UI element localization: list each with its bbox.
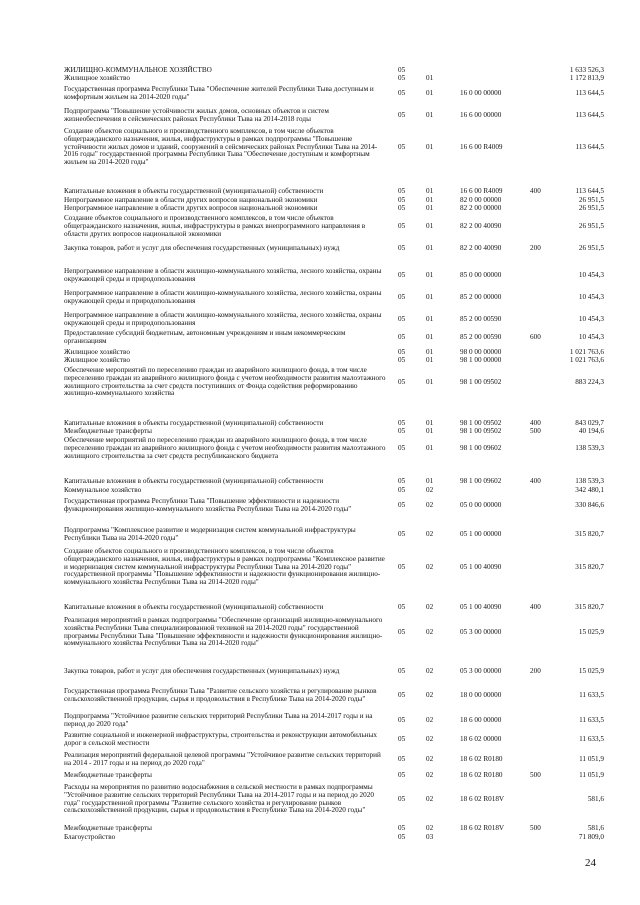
row-target-article: 98 1 00 09502: [460, 419, 502, 427]
row-name: Непрограммное направление в области других вопросов национальной экономики: [64, 204, 318, 212]
row-section-code: 05: [398, 486, 406, 494]
row-subsection-code: 02: [426, 734, 434, 743]
row-amount: 26 951,5: [578, 204, 604, 212]
row-target-article: 05 1 00 40090: [460, 603, 502, 611]
row-target-article: 82 2 00 00000: [460, 204, 502, 212]
table-row: [64, 108, 604, 124]
row-section-code: 05: [398, 443, 406, 452]
row-subsection-code: 01: [426, 348, 434, 356]
row-section-code: 05: [398, 314, 406, 323]
row-subsection-code: 02: [426, 824, 434, 832]
row-target-article: 05 3 00 00000: [460, 627, 502, 636]
table-row: [64, 290, 604, 306]
row-subsection-code: 01: [426, 332, 434, 341]
row-amount: 1 021 763,6: [569, 356, 604, 364]
row-subsection-code: 02: [426, 754, 434, 763]
row-target-article: 05 1 00 00000: [460, 529, 502, 538]
row-name: Благоустройство: [64, 833, 116, 841]
page-number: 24: [585, 857, 596, 869]
row-target-article: 18 6 02 00000: [460, 734, 502, 743]
row-subsection-code: 01: [426, 270, 434, 279]
row-target-article: 05 3 00 00000: [460, 667, 502, 675]
row-amount: 11 633,5: [579, 734, 604, 743]
row-section-code: 05: [398, 500, 406, 509]
row-subsection-code: 02: [426, 794, 434, 803]
row-target-article: 18 6 00 00000: [460, 715, 502, 724]
row-section-code: 05: [398, 187, 406, 195]
row-target-article: 16 0 00 00000: [460, 88, 502, 97]
row-subsection-code: 02: [426, 529, 434, 538]
row-expense-type: 500: [530, 824, 541, 832]
row-subsection-code: 02: [426, 500, 434, 509]
row-target-article: 85 2 00 00590: [460, 332, 502, 341]
table-row: [64, 752, 604, 768]
row-name: Межбюджетные трансферты: [64, 771, 152, 779]
row-name: Реализация мероприятий в рамках подпрограммы "Обеспечение организаций жилищно-коммунального хозяйства Республики Тыва специализированной техникой на 2014-2020 годы" государственной программы Республики Тыва "Повышение эффективности и надежности функционирования жилищно-коммунального хозяйства Республики Тыва на 2014-2020 годы": [64, 616, 383, 648]
row-name: Государственная программа Республики Тыва "Повышение эффективности и надежности функционирования жилищно-коммунального хозяйства Республики Тыва на 2014-2020 годы": [64, 497, 352, 513]
row-amount: 11 633,5: [579, 715, 604, 724]
row-name: Обеспечение мероприятий по переселению граждан из аварийного жилищного фонда, в том числе переселению граждан из аварийного жилищного фонда с учетом необходимости развития малоэтажного жилищного строительства за счет средств поступивших от Фонда содействия реформированию жилищно-коммунального хозяйства: [64, 366, 386, 398]
row-name: Закупка товаров, работ и услуг для обеспечения государственных (муниципальных) нужд: [64, 244, 340, 252]
row-target-article: 85 0 00 00000: [460, 270, 502, 279]
table-row: [64, 825, 604, 833]
table-row: [64, 604, 604, 612]
row-subsection-code: 01: [426, 110, 434, 119]
row-target-article: 98 1 00 09602: [460, 443, 502, 452]
row-section-code: 05: [398, 419, 406, 427]
row-subsection-code: 02: [426, 627, 434, 636]
table-row: [64, 75, 604, 83]
row-section-code: 05: [398, 477, 406, 485]
row-section-code: 05: [398, 715, 406, 724]
row-target-article: 18 6 02 R0180: [460, 771, 503, 779]
row-amount: 138 539,3: [575, 477, 604, 485]
row-name: Предоставление субсидий бюджетным, автономным учреждениям и иным некоммерческим организациям: [64, 329, 346, 345]
row-expense-type: 200: [530, 244, 541, 252]
row-amount: 71 809,0: [578, 833, 604, 841]
row-target-article: 18 6 02 R018V: [460, 794, 505, 803]
row-name: Подпрограмма "Комплексное развитие и модернизация систем коммунальной инфраструктуры Республики Тыва на 2014-2020 годы": [64, 526, 356, 542]
row-amount: 1 633 526,3: [569, 66, 604, 74]
row-section-code: 05: [398, 88, 406, 97]
row-target-article: 82 2 00 40090: [460, 244, 502, 252]
row-target-article: 16 6 00 00000: [460, 110, 502, 119]
table-row: [64, 367, 604, 398]
row-name: Расходы на мероприятия по развитию водоснабжения в сельской местности в рамках подпрограммы "Устойчивое развитие сельских территорий Республики Тыва на 2014-2017 годы и на период до 2020 года" государственной программы "Развитие сельского хозяйства и регулирование рынков сельскохозяйственной продукции, сырья и продовольствия в Республике Тыва на 2014-2020 годы": [64, 783, 374, 815]
row-section-code: 05: [398, 603, 406, 611]
row-amount: 581,6: [587, 794, 604, 803]
row-section-code: 05: [398, 196, 406, 204]
row-amount: 315 820,7: [575, 603, 604, 611]
row-expense-type: 200: [530, 667, 541, 675]
row-amount: 342 480,1: [575, 486, 604, 494]
table-row: [64, 357, 604, 365]
row-name: Закупка товаров, работ и услуг для обеспечения государственных (муниципальных) нужд: [64, 667, 340, 675]
row-target-article: 98 0 00 00000: [460, 348, 502, 356]
row-subsection-code: 01: [426, 356, 434, 364]
table-row: [64, 437, 604, 460]
row-name: Капитальные вложения в объекты государственной (муниципальной) собственности: [64, 187, 324, 195]
row-subsection-code: 02: [426, 715, 434, 724]
row-amount: 1 021 763,6: [569, 348, 604, 356]
row-subsection-code: 01: [426, 377, 434, 386]
row-name: Реализация мероприятий федеральной целевой программы "Устойчивое развитие сельских территорий на 2014 - 2017 годы и на период до 2020 года": [64, 751, 381, 767]
row-name: Обеспечение мероприятий по переселению граждан из аварийного жилищного фонда, в том числе переселению граждан из аварийного жилищного фонда с учетом необходимости развития малоэтажного жилищного строительства за счет средств республиканского бюджета: [64, 436, 386, 460]
row-name: Создание объектов социального и производственного комплексов, в том числе объектов общегражданского назначения, жилья, инфраструктуры в рамках подпрограммы "Комплексное развитие и модернизация систем коммунальной инфраструктуры Республики Тыва на 2014-2020 годы" государственной программы "Повышение эффективности и надежности функционирования жилищно-коммунального хозяйства Республики Тыва на 2014-2020 годы": [64, 547, 385, 587]
row-subsection-code: 01: [426, 244, 434, 252]
row-name: Непрограммное направление в области других вопросов национальной экономики: [64, 196, 318, 204]
row-section-code: 05: [398, 377, 406, 386]
table-row: [64, 732, 604, 748]
row-name: Подпрограмма "Устойчивое развитие сельских территорий Республики Тыва на 2014-2017 годы и на период до 2020 года": [64, 712, 373, 728]
row-amount: 10 454,3: [578, 292, 604, 301]
row-section-code: 05: [398, 292, 406, 301]
table-row: [64, 668, 604, 676]
table-row: [64, 215, 604, 238]
row-subsection-code: 02: [426, 562, 434, 571]
row-section-code: 05: [398, 771, 406, 779]
row-target-article: 18 6 02 R018V: [460, 824, 505, 832]
row-target-article: 98 1 00 00000: [460, 356, 502, 364]
row-amount: 843 029,7: [575, 419, 604, 427]
row-section-code: 05: [398, 142, 406, 151]
row-section-code: 05: [398, 66, 406, 74]
table-row: [64, 617, 604, 648]
table-row: [64, 349, 604, 357]
row-name: Жилищное хозяйство: [64, 348, 130, 356]
row-subsection-code: 01: [426, 88, 434, 97]
row-subsection-code: 01: [426, 427, 434, 435]
table-row: [64, 487, 604, 495]
row-amount: 113 644,5: [575, 88, 604, 97]
row-name: Межбюджетные трансферты: [64, 427, 152, 435]
row-amount: 113 644,5: [575, 187, 604, 195]
row-expense-type: 600: [530, 332, 541, 341]
row-name: Капитальные вложения в объекты государственной (муниципальной) собственности: [64, 419, 324, 427]
row-target-article: 18 0 00 00000: [460, 690, 502, 699]
row-subsection-code: 01: [426, 419, 434, 427]
row-amount: 113 644,5: [575, 142, 604, 151]
table-row: [64, 498, 604, 514]
row-section-code: 05: [398, 529, 406, 538]
row-target-article: 16 6 00 R4009: [460, 142, 503, 151]
table-row: [64, 128, 604, 167]
row-subsection-code: 01: [426, 314, 434, 323]
row-section-code: 05: [398, 734, 406, 743]
row-name: ЖИЛИЩНО-КОММУНАЛЬНОЕ ХОЗЯЙСТВО: [64, 66, 212, 74]
row-name: Капитальные вложения в объекты государственной (муниципальной) собственности: [64, 477, 324, 485]
row-amount: 26 951,5: [578, 244, 604, 252]
row-name: Государственная программа Республики Тыва "Обеспечение жителей Республики Тыва доступным и комфортным жильем на 2014-2020 годы": [64, 85, 374, 101]
row-amount: 10 454,3: [578, 314, 604, 323]
row-target-article: 05 1 00 40090: [460, 562, 502, 571]
table-row: [64, 86, 604, 102]
table-row: [64, 245, 604, 253]
row-section-code: 05: [398, 794, 406, 803]
row-section-code: 05: [398, 824, 406, 832]
row-subsection-code: 02: [426, 690, 434, 699]
table-row: [64, 312, 604, 328]
row-section-code: 05: [398, 244, 406, 252]
table-row: [64, 188, 604, 196]
row-section-code: 05: [398, 74, 406, 82]
row-expense-type: 400: [530, 603, 541, 611]
row-target-article: 05 0 00 00000: [460, 500, 502, 509]
row-amount: 15 025,9: [578, 667, 604, 675]
row-subsection-code: 01: [426, 221, 434, 230]
table-row: [64, 834, 604, 842]
row-amount: 581,6: [587, 824, 604, 832]
table-row: [64, 772, 604, 780]
row-subsection-code: 01: [426, 292, 434, 301]
row-name: Жилищное хозяйство: [64, 74, 130, 82]
row-amount: 15 025,9: [578, 627, 604, 636]
row-name: Межбюджетные трансферты: [64, 824, 152, 832]
row-name: Непрограммное направление в области жилищно-коммунального хозяйства, лесного хозяйства, охраны окружающей среды и природопользования: [64, 289, 382, 305]
table-row: [64, 713, 604, 729]
row-name: Создание объектов социального и производственного комплексов, в том числе объектов общегражданского назначения, жилья, инфраструктуры в рамках внепрограммного направления в области других вопросов национальной экономики: [64, 214, 366, 238]
row-amount: 26 951,5: [578, 196, 604, 204]
row-expense-type: 400: [530, 187, 541, 195]
row-expense-type: 400: [530, 477, 541, 485]
row-section-code: 05: [398, 356, 406, 364]
row-target-article: 82 0 00 00000: [460, 196, 502, 204]
table-row: [64, 268, 604, 284]
row-subsection-code: 01: [426, 187, 434, 195]
row-section-code: 05: [398, 270, 406, 279]
row-amount: 11 051,9: [579, 771, 604, 779]
row-amount: 315 820,7: [575, 529, 604, 538]
row-name: Развитие социальной и инженерной инфраструктуры, строительства и реконструкции автомобильных дорог в сельской местности: [64, 731, 378, 747]
row-subsection-code: 02: [426, 486, 434, 494]
table-row: [64, 330, 604, 346]
row-amount: 330 846,6: [575, 500, 604, 509]
row-name: Жилищное хозяйство: [64, 356, 130, 364]
table-row: [64, 784, 604, 815]
row-subsection-code: 02: [426, 771, 434, 779]
row-name: Непрограммное направление в области жилищно-коммунального хозяйства, лесного хозяйства, охраны окружающей среды и природопользования: [64, 311, 382, 327]
row-subsection-code: 01: [426, 142, 434, 151]
row-amount: 10 454,3: [578, 332, 604, 341]
table-row: [64, 205, 604, 213]
row-section-code: 05: [398, 754, 406, 763]
row-amount: 26 951,5: [578, 221, 604, 230]
row-section-code: 05: [398, 627, 406, 636]
table-row: [64, 67, 604, 75]
table-row: [64, 478, 604, 486]
row-subsection-code: 01: [426, 477, 434, 485]
row-expense-type: 500: [530, 427, 541, 435]
row-name: Коммунальное хозяйство: [64, 486, 142, 494]
row-amount: 113 644,5: [575, 110, 604, 119]
row-subsection-code: 03: [426, 833, 434, 841]
row-subsection-code: 01: [426, 204, 434, 212]
row-section-code: 05: [398, 332, 406, 341]
row-name: Капитальные вложения в объекты государственной (муниципальной) собственности: [64, 603, 324, 611]
row-name: Государственная программа Республики Тыва "Развитие сельского хозяйства и регулирование рынков сельскохозяйственной продукции, сырья и продовольствия в Республике Тыва на 2014-2020 годы": [64, 687, 377, 703]
row-amount: 11 051,9: [579, 754, 604, 763]
row-target-article: 85 2 00 00590: [460, 314, 502, 323]
row-section-code: 05: [398, 427, 406, 435]
row-amount: 10 454,3: [578, 270, 604, 279]
row-amount: 883 224,3: [575, 377, 604, 386]
row-target-article: 85 2 00 00000: [460, 292, 502, 301]
row-subsection-code: 02: [426, 603, 434, 611]
row-subsection-code: 01: [426, 196, 434, 204]
row-section-code: 05: [398, 667, 406, 675]
row-subsection-code: 02: [426, 667, 434, 675]
row-section-code: 05: [398, 348, 406, 356]
row-target-article: 98 1 00 09602: [460, 477, 502, 485]
row-section-code: 05: [398, 221, 406, 230]
row-amount: 138 539,3: [575, 443, 604, 452]
row-target-article: 18 6 02 R0180: [460, 754, 503, 763]
row-target-article: 16 6 00 R4009: [460, 187, 503, 195]
row-amount: 40 194,6: [578, 427, 604, 435]
row-subsection-code: 01: [426, 443, 434, 452]
row-name: Подпрограмма "Повышение устойчивости жилых домов, основных объектов и систем жизнеобеспечения в сейсмических районах Республики Тыва на 2014-2018 годы: [64, 107, 329, 123]
row-amount: 11 633,5: [579, 690, 604, 699]
row-name: Непрограммное направление в области жилищно-коммунального хозяйства, лесного хозяйства, охраны окружающей среды и природопользования: [64, 267, 382, 283]
table-row: [64, 527, 604, 543]
table-row: [64, 688, 604, 704]
row-subsection-code: 01: [426, 74, 434, 82]
row-section-code: 05: [398, 690, 406, 699]
row-target-article: 82 2 00 40090: [460, 221, 502, 230]
row-section-code: 05: [398, 562, 406, 571]
row-section-code: 05: [398, 833, 406, 841]
row-name: Создание объектов социального и производственного комплексов, в том числе объектов общегражданского назначения, жилья, инфраструктуры в рамках подпрограммы "Повышение устойчивости жилых домов и зданий, сооружений в сейсмических районах Республики Тыва на 2014-2016 годы" государственной программы Республики Тыва "Обеспечение доступным и комфортным жильем на 2014-2020 годы": [64, 127, 378, 167]
row-expense-type: 500: [530, 771, 541, 779]
row-target-article: 98 1 00 09502: [460, 427, 502, 435]
table-row: [64, 428, 604, 436]
row-section-code: 05: [398, 110, 406, 119]
table-row: [64, 548, 604, 587]
row-expense-type: 400: [530, 419, 541, 427]
row-section-code: 05: [398, 204, 406, 212]
row-amount: 1 172 813,9: [569, 74, 604, 82]
row-target-article: 98 1 00 09502: [460, 377, 502, 386]
row-amount: 315 820,7: [575, 562, 604, 571]
